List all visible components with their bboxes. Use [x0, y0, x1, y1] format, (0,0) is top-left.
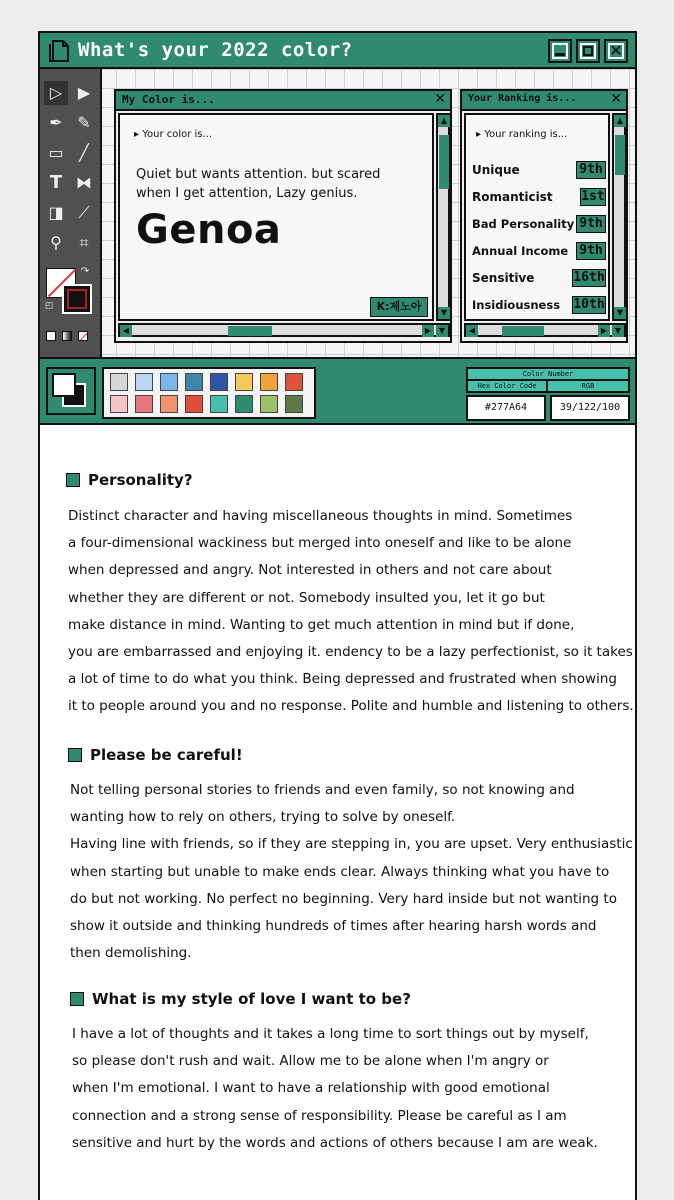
- rank-label-sensitive: Sensitive: [472, 271, 535, 285]
- hscroll-thumb[interactable]: [228, 326, 272, 336]
- rgb-label: RGB: [548, 381, 630, 393]
- swatch[interactable]: [260, 373, 278, 391]
- section-body-careful: Not telling personal stories to friends and even family, so not knowing and wanting how to rely on others, trying to solve by oneself. Having line with friends, so if they are stepping in, you are upset. Very enthusiastic when starting but unable to make ends clear. Always thinking what you have to do but not working. No perfect no beginning. Very hard inside but not wanting to show it outside and thinking hundreds of times after hearing harsh words and then demolishing.: [70, 782, 633, 962]
- rank-value-sensitive: 16th: [573, 270, 605, 285]
- scroll-down-icon[interactable]: ▼: [614, 307, 626, 319]
- color-description: Quiet but wants attention. but scared when I get attention, Lazy genius.: [136, 167, 381, 201]
- rank-label-romanticist: Romanticist: [472, 190, 553, 204]
- gradient-icon[interactable]: ◨: [48, 203, 64, 222]
- minimize-icon: [555, 53, 565, 56]
- section-body-love-style: I have a lot of thoughts and it takes a long time to sort things out by myself, so please don't rush and wait. Allow me to be alone when I'm angry or when I'm emotional. I want to have a relationship with good emotional connection and a strong sense of responsibility. Please be careful as I am sensitive and hurt by the words and actions of others because I am are weak.: [72, 1026, 598, 1151]
- swatch[interactable]: [185, 373, 203, 391]
- direct-select-icon[interactable]: ▶: [77, 83, 91, 102]
- color-window-titlebar: [116, 91, 450, 111]
- rank-value-bad-personality: 9th: [576, 215, 606, 233]
- swatch[interactable]: [185, 395, 203, 413]
- ranking-window-titlebar: [462, 91, 626, 111]
- swatch[interactable]: [160, 395, 178, 413]
- workspace-grid: [40, 69, 635, 357]
- tool-panel: [40, 69, 102, 357]
- section-title-careful: Please be careful!: [90, 746, 243, 764]
- color-name: Genoa: [136, 207, 282, 253]
- hex-value: #277A64: [466, 395, 546, 421]
- type-icon[interactable]: T: [49, 172, 63, 193]
- scroll-right-icon[interactable]: ▶: [598, 325, 610, 337]
- close-button[interactable]: [604, 39, 628, 63]
- color-window-title: My Color is...: [122, 93, 215, 106]
- rectangle-icon[interactable]: ▭: [48, 143, 64, 162]
- color-number-panel: [466, 367, 630, 421]
- document-icon: [48, 39, 70, 63]
- none-mode-icon[interactable]: [78, 331, 88, 341]
- zoom-icon[interactable]: ⚲: [50, 233, 62, 252]
- color-credit-badge: K:제노아: [370, 297, 428, 317]
- scroll-left-icon[interactable]: ◀: [120, 325, 132, 337]
- swatch[interactable]: [135, 395, 153, 413]
- section-title-love-style: What is my style of love I want to be?: [92, 990, 411, 1008]
- ranking-window-close-icon[interactable]: ✕: [610, 91, 622, 107]
- section-body-personality: Distinct character and having miscellaneous thoughts in mind. Sometimes a four-dimensional wackiness but merged into oneself and like to be alone when depressed and angry. Not interested in others and not care about whether they are different or not. Somebody insulted you, let it go but make distance in mind. Wanting to get much attention in mind but if done, you are embarrassed and enjoying it. endency to be a lazy perfectionist, so it takes a lot of time to do what you think. Being depressed and frustrated when showing it to people around you and no response. Polite and humble and listening to others.: [68, 508, 634, 715]
- stroke-swatch[interactable]: [62, 284, 92, 314]
- scroll-down-icon[interactable]: ▼: [436, 325, 448, 337]
- scroll-right-icon[interactable]: ▶: [422, 325, 434, 337]
- scroll-thumb[interactable]: [615, 135, 625, 175]
- rank-value-annual-income: 9th: [576, 242, 606, 260]
- swatch[interactable]: [210, 395, 228, 413]
- hex-label: Hex Color Code: [466, 381, 548, 393]
- swap-colors-icon[interactable]: ↷: [80, 266, 90, 277]
- scroll-left-icon[interactable]: ◀: [466, 325, 478, 337]
- maximize-button[interactable]: [576, 39, 600, 63]
- scroll-down-icon[interactable]: ▼: [612, 325, 624, 337]
- crop-icon[interactable]: ⌗: [79, 233, 89, 252]
- ranking-hscroll[interactable]: [464, 323, 626, 337]
- swatch[interactable]: [160, 373, 178, 391]
- maximize-icon: [583, 46, 593, 56]
- swatch[interactable]: [235, 395, 253, 413]
- ranking-window-title: Your Ranking is...: [468, 93, 577, 104]
- color-window-pane: [118, 113, 434, 321]
- ranking-vscroll[interactable]: [612, 113, 626, 321]
- add-anchor-pen-icon[interactable]: ✎: [77, 113, 91, 132]
- pen-icon[interactable]: ✒: [49, 113, 63, 132]
- rank-value-insidiousness: 10th: [573, 297, 605, 312]
- section-marker: [70, 992, 84, 1006]
- swatch[interactable]: [110, 395, 128, 413]
- swatch-grid: [102, 367, 316, 419]
- default-colors-icon[interactable]: ◰: [44, 301, 54, 311]
- close-icon: ✕: [609, 41, 623, 60]
- swatch[interactable]: [110, 373, 128, 391]
- ranking-window: [460, 89, 628, 343]
- hscroll-thumb[interactable]: [502, 326, 544, 336]
- section-title-personality: Personality?: [88, 471, 193, 489]
- section-marker: [68, 748, 82, 762]
- scroll-down-icon[interactable]: ▼: [438, 307, 450, 319]
- select-arrow-icon[interactable]: ▷: [44, 81, 68, 105]
- scroll-up-icon[interactable]: ▲: [438, 115, 450, 127]
- rank-label-bad-personality: Bad Personality: [472, 217, 575, 231]
- palette-bar: [40, 357, 635, 425]
- color-number-header: Color Number: [466, 367, 630, 381]
- color-mode-icon[interactable]: [46, 331, 56, 341]
- color-window: [114, 89, 452, 343]
- color-hscroll[interactable]: [118, 323, 450, 337]
- swatch[interactable]: [210, 373, 228, 391]
- rank-value-romanticist: 1st: [581, 189, 605, 204]
- swatch[interactable]: [235, 373, 253, 391]
- swatch[interactable]: [260, 395, 278, 413]
- color-vscroll[interactable]: [436, 113, 450, 321]
- app-window: [38, 31, 637, 1200]
- color-caption: ▸ Your color is...: [134, 129, 213, 140]
- ranking-caption: ▸ Your ranking is...: [476, 129, 568, 140]
- window-title: What's your 2022 color?: [78, 39, 353, 61]
- title-bar: [40, 33, 635, 69]
- rank-value-unique: 9th: [576, 161, 606, 179]
- swatch[interactable]: [285, 395, 303, 413]
- reflect-icon[interactable]: ⧓: [76, 173, 92, 192]
- rank-label-unique: Unique: [472, 163, 520, 177]
- scroll-up-icon[interactable]: ▲: [614, 115, 626, 127]
- section-marker: [66, 473, 80, 487]
- brush-icon[interactable]: ╱: [79, 143, 89, 162]
- gradient-mode-icon[interactable]: [62, 331, 72, 341]
- scroll-thumb[interactable]: [439, 135, 449, 189]
- minimize-button[interactable]: [548, 39, 572, 63]
- swatch[interactable]: [135, 373, 153, 391]
- rank-label-insidiousness: Insidiousness: [472, 298, 561, 312]
- eyedropper-icon[interactable]: ⟋: [78, 203, 90, 222]
- rank-label-annual-income: Annual Income: [472, 244, 569, 258]
- current-color-box[interactable]: [46, 367, 96, 415]
- rgb-value: 39/122/100: [550, 395, 630, 421]
- ranking-pane: [464, 113, 610, 321]
- swatch[interactable]: [285, 373, 303, 391]
- content-area: [40, 425, 635, 1200]
- foreground-color-swatch[interactable]: [52, 373, 76, 397]
- color-window-close-icon[interactable]: ✕: [434, 91, 446, 107]
